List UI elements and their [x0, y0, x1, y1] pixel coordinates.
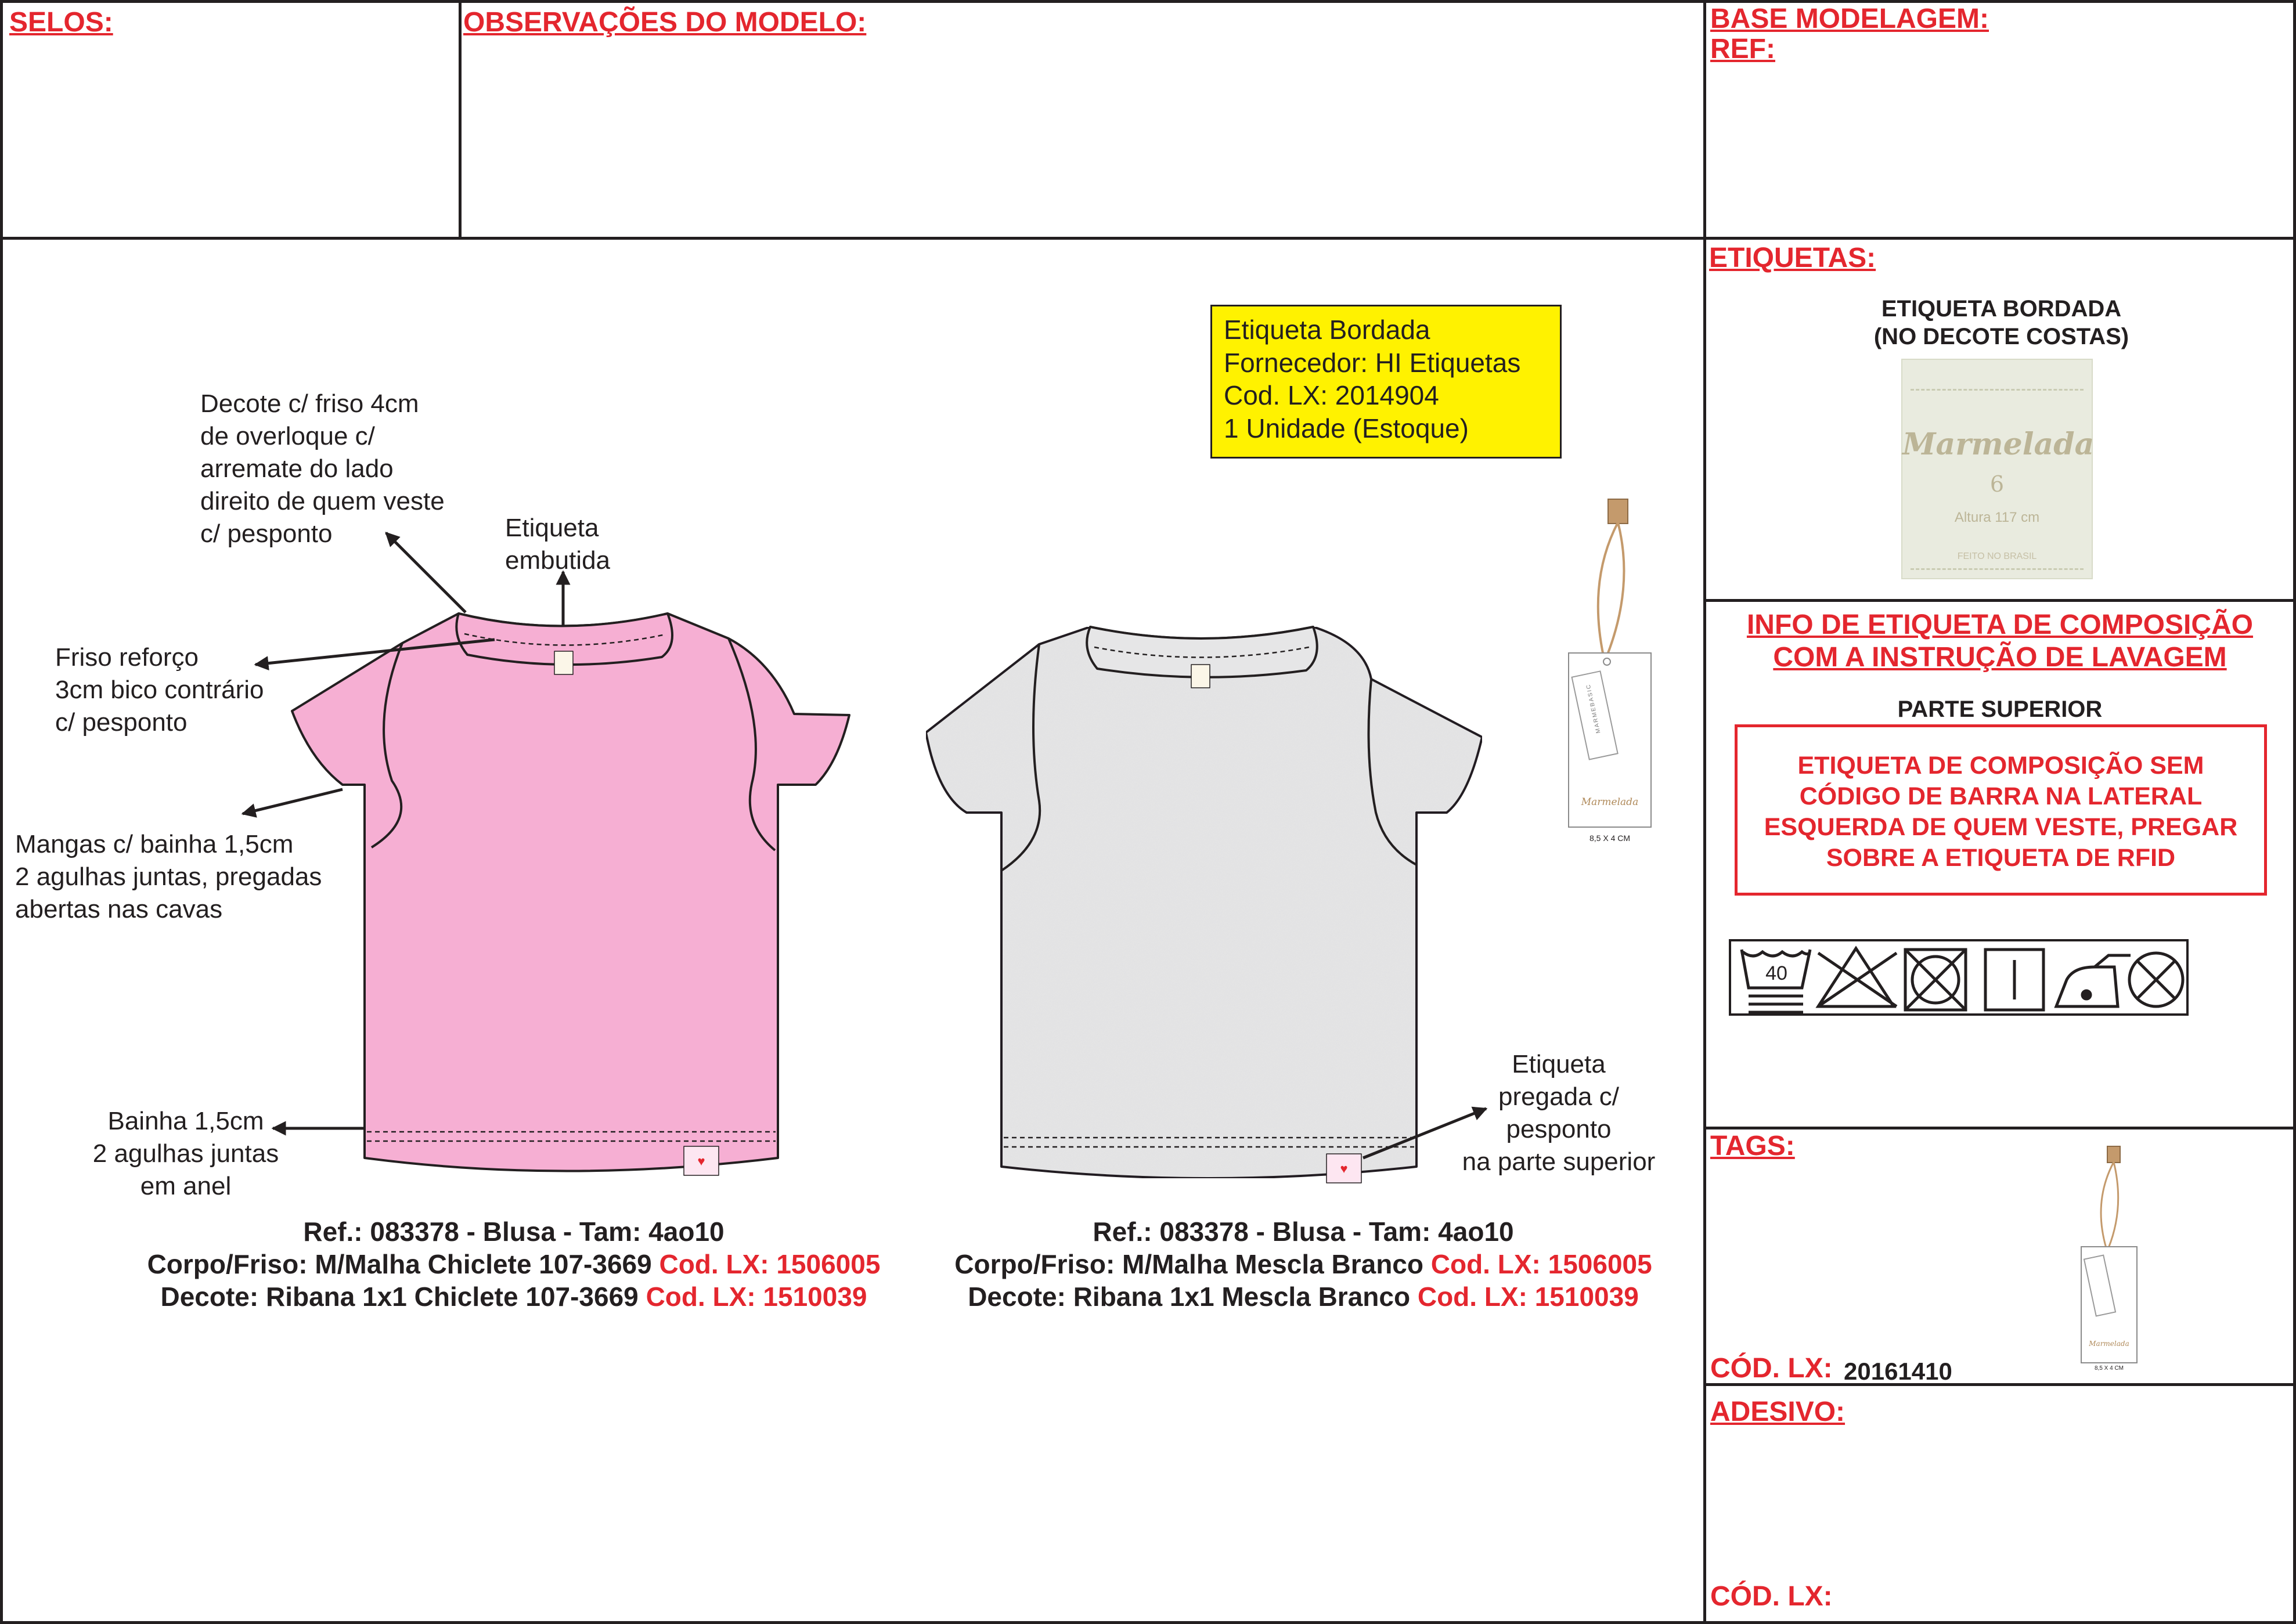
- grey-tshirt-hem-label-heart: ♥: [1340, 1161, 1348, 1176]
- parte-superior-label: PARTE SUPERIOR: [1897, 696, 2103, 722]
- product-caption-grey: Ref.: 083378 - Blusa - Tam: 4ao10 Corpo/Friso: M/Malha Mescla Branco Cod. LX: 1506005 Decote: Ribana 1x1 Mescla Branco Cod. LX: 1510039: [954, 1217, 1652, 1312]
- product-caption-pink: Ref.: 083378 - Blusa - Tam: 4ao10 Corpo/Friso: M/Malha Chiclete 107-3669 Cod. LX: 1506005 Decote: Ribana 1x1 Chiclete 107-3669 Cod. LX: 1510039: [147, 1217, 881, 1312]
- hang-tag-drawing: [1569, 499, 1651, 827]
- ref-title: REF:: [1710, 34, 1775, 64]
- grey-tshirt-back-label: [1191, 665, 1210, 688]
- note-etiqueta-embutida: Etiqueta embutida: [505, 514, 611, 575]
- pink-tshirt-back-label: [554, 651, 573, 674]
- base-modelagem-title: BASE MODELAGEM:: [1710, 3, 1989, 34]
- hang-tag-size: 8,5 X 4 CM: [1589, 833, 1631, 843]
- hang-tag-small-brand: Marmelada: [2089, 1340, 2129, 1348]
- hang-tag-vertical-text: MARMEBASIC: [1585, 683, 1602, 734]
- composicao-warning-text: ETIQUETA DE COMPOSIÇÃO SEM CÓDIGO DE BARRA NA LATERAL ESQUERDA DE QUEM VESTE, PREGAR SOBRE A ETIQUETA DE RFID: [1764, 752, 2238, 872]
- label-made-text: FEITO NO BRASIL: [1957, 551, 2037, 561]
- hang-tag-string: [1598, 522, 1624, 656]
- adesivo-title: ADESIVO:: [1710, 1396, 1846, 1427]
- pink-tshirt-hem-label-heart: ♥: [697, 1154, 705, 1168]
- selos-title: SELOS:: [9, 7, 113, 38]
- etiqueta-bordada-caption: ETIQUETA BORDADA (NO DECOTE COSTAS): [1873, 296, 2129, 349]
- grey-tshirt-drawing: [926, 627, 1482, 1183]
- arrow-mangas: [243, 789, 343, 814]
- tags-cod-label: CÓD. LX:: [1710, 1353, 1833, 1384]
- hang-tag-small-clip: [2107, 1146, 2120, 1163]
- note-friso: Friso reforço 3cm bico contrário c/ pesponto: [55, 643, 264, 737]
- yellow-note: Etiqueta Bordada Fornecedor: HI Etiquetas Cod. LX: 2014904 1 Unidade (Estoque): [1210, 305, 1562, 459]
- label-height-text: Altura 117 cm: [1954, 510, 2040, 525]
- note-etiqueta-pregada: Etiqueta pregada c/ pesponto na parte superior: [1462, 1050, 1656, 1176]
- note-mangas: Mangas c/ bainha 1,5cm 2 agulhas juntas, pregadas abertas nas cavas: [15, 830, 322, 923]
- hang-tag-clip: [1608, 499, 1628, 524]
- observacoes-title: OBSERVAÇÕES DO MODELO:: [463, 7, 867, 38]
- composicao-title-2: COM A INSTRUÇÃO DE LAVAGEM: [1773, 642, 2227, 673]
- pink-tshirt-body: [292, 613, 849, 1171]
- hang-tag-small-string: [2101, 1162, 2118, 1248]
- wash-temp-text: 40: [1765, 962, 1787, 984]
- grey-tshirt-body: [926, 627, 1482, 1178]
- tags-title: TAGS:: [1710, 1131, 1795, 1161]
- note-decote: Decote c/ friso 4cm de overloque c/ arremate do lado direito de quem veste c/ pesponto: [200, 389, 445, 548]
- hang-tag-small-drawing: [2081, 1146, 2137, 1363]
- label-brand-text: Marmelada: [1902, 427, 2095, 462]
- etiquetas-title: ETIQUETAS:: [1709, 243, 1876, 273]
- label-size-text: 6: [1989, 471, 2005, 497]
- hang-tag-small-size: 8,5 X 4 CM: [2094, 1365, 2124, 1372]
- pink-tshirt-drawing: [292, 613, 849, 1175]
- tags-cod-value: 20161410: [1844, 1358, 1952, 1385]
- adesivo-cod-label: CÓD. LX:: [1710, 1581, 1833, 1612]
- note-bainha: Bainha 1,5cm 2 agulhas juntas em anel: [92, 1107, 279, 1200]
- hang-tag-brand: Marmelada: [1581, 796, 1639, 808]
- composicao-title-1: INFO DE ETIQUETA DE COMPOSIÇÃO: [1746, 609, 2254, 640]
